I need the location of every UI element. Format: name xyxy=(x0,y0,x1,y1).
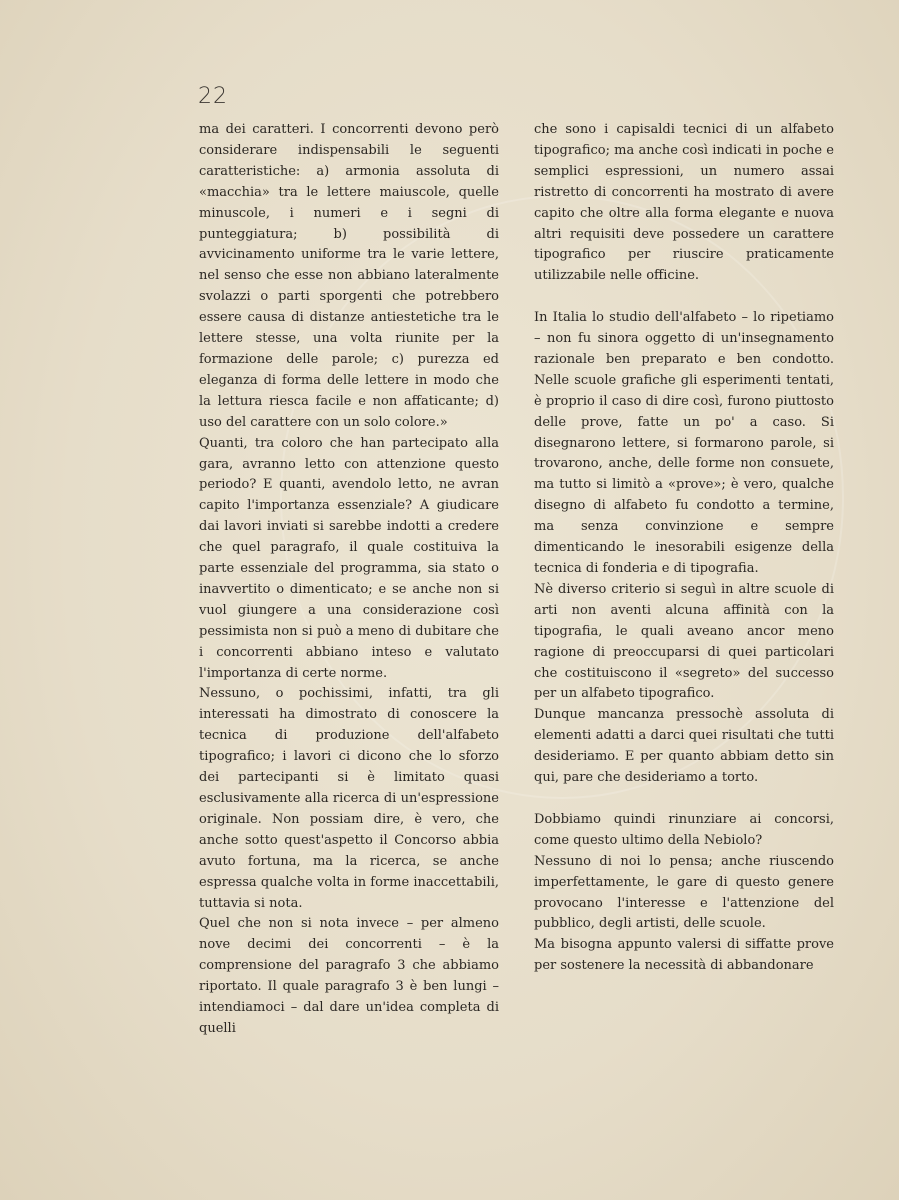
paragraph: Quanti, tra coloro che han partecipato alla gara, avranno letto con attenzione questo periodo? E quanti, avendolo letto, ne avran capito l'importanza essenziale? A giudicare dai lavori inviati si sarebbe indotti a credere che quel paragrafo, il quale costituiva la parte essenziale del programma, sia stato o inavvertito o dimenticato; e se anche non si vuol giungere a una considerazione così pessimista non si può a meno di dubitare che i concorrenti abbiano inteso e valutato l'importanza di certe norme. xyxy=(199,435,499,681)
paragraph: In Italia lo studio dell'alfabeto – lo ripetiamo – non fu sinora oggetto di un'insegnamento razionale ben preparato e ben condotto. Nelle scuole grafiche gli esperimenti tentati, è proprio il caso di dire così, furono piuttosto delle prove, fatte un po' a caso. Si disegnarono lettere, si formarono parole, si trovarono, anche, delle forme non consuete, ma tutto si limitò a «prove»; è vero, qualche disegno di alfabeto fu condotto a termine, ma senza convinzione e sempre dimenticando le inesorabili esigenze della tecnica di fonderia e di tipografia. xyxy=(534,310,834,577)
paragraph: Ma bisogna appunto valersi di siffatte prove per sostenere la necessità di abbandonare xyxy=(534,937,834,974)
paragraph: Nessuno di noi lo pensa; anche riuscendo imperfettamente, le gare di questo genere provocano l'interesse e l'attenzione del pubblico, degli artisti, delle scuole. xyxy=(534,853,834,932)
page-number: 22 xyxy=(198,84,228,109)
paragraph: Quel che non si nota invece – per almeno nove decimi dei concorrenti – è la comprensione del paragrafo 3 che abbiamo riportato. Il quale paragrafo 3 è ben lungi – intendiamoci – dal dare un'idea completa di quelli xyxy=(199,916,499,1036)
text-column-right xyxy=(534,120,834,977)
paragraph: che sono i capisaldi tecnici di un alfabeto tipografico; ma anche così indicati in poche e semplici espressioni, un numero assai ristretto di concorrenti ha mostrato di avere capito che oltre alla forma elegante e nuova altri requisiti deve possedere un carattere tipografico per riuscire praticamente utilizzabile nelle officine. xyxy=(534,122,834,284)
paragraph: Dobbiamo quindi rinunziare ai concorsi, come questo ultimo della Nebiolo? xyxy=(534,811,834,848)
paragraph: Dunque mancanza pressochè assoluta di elementi adatti a darci quei risultati che tutti desideriamo. E per quanto abbiam detto sin qui, pare che desideriamo a torto. xyxy=(534,707,834,786)
text-column-left xyxy=(199,120,499,1040)
paragraph: Nè diverso criterio si seguì in altre scuole di arti non aventi alcuna affinità con la tipografia, le quali aveano ancor meno ragione di preoccuparsi di quei particolari che costituiscono il «segreto» del successo per un alfabeto tipografico. xyxy=(534,581,834,702)
paragraph: Nessuno, o pochissimi, infatti, tra gli interessati ha dimostrato di conoscere la tecnica di produzione dell'alfabeto tipografico; i lavori ci dicono che lo sforzo dei partecipanti si è limitato quasi esclusivamente alla ricerca di un'espressione originale. Non possiam dire, è vero, che anche sotto quest'aspetto il Concorso abbia avuto fortuna, ma la ricerca, se anche espressa qualche volta in forme inaccettabili, tuttavia si nota. xyxy=(199,686,499,911)
paragraph: ma dei caratteri. I concorrenti devono però considerare indispensabili le seguenti caratteristiche: a) armonia assoluta di «macchia» tra le lettere maiuscole, quelle minuscole, i numeri e i segni di punteggiatura; b) possibilità di avvicinamento uniforme tra le varie lettere, nel senso che esse non abbiano lateralmente svolazzi o parti sporgenti che potrebbero essere causa di distanze antiestetiche tra le lettere stesse, una volta riunite per la formazione delle parole; c) purezza ed eleganza di forma delle lettere in modo che la lettura riesca facile e non affaticante; d) uso del carattere con un solo colore.» xyxy=(199,122,499,430)
